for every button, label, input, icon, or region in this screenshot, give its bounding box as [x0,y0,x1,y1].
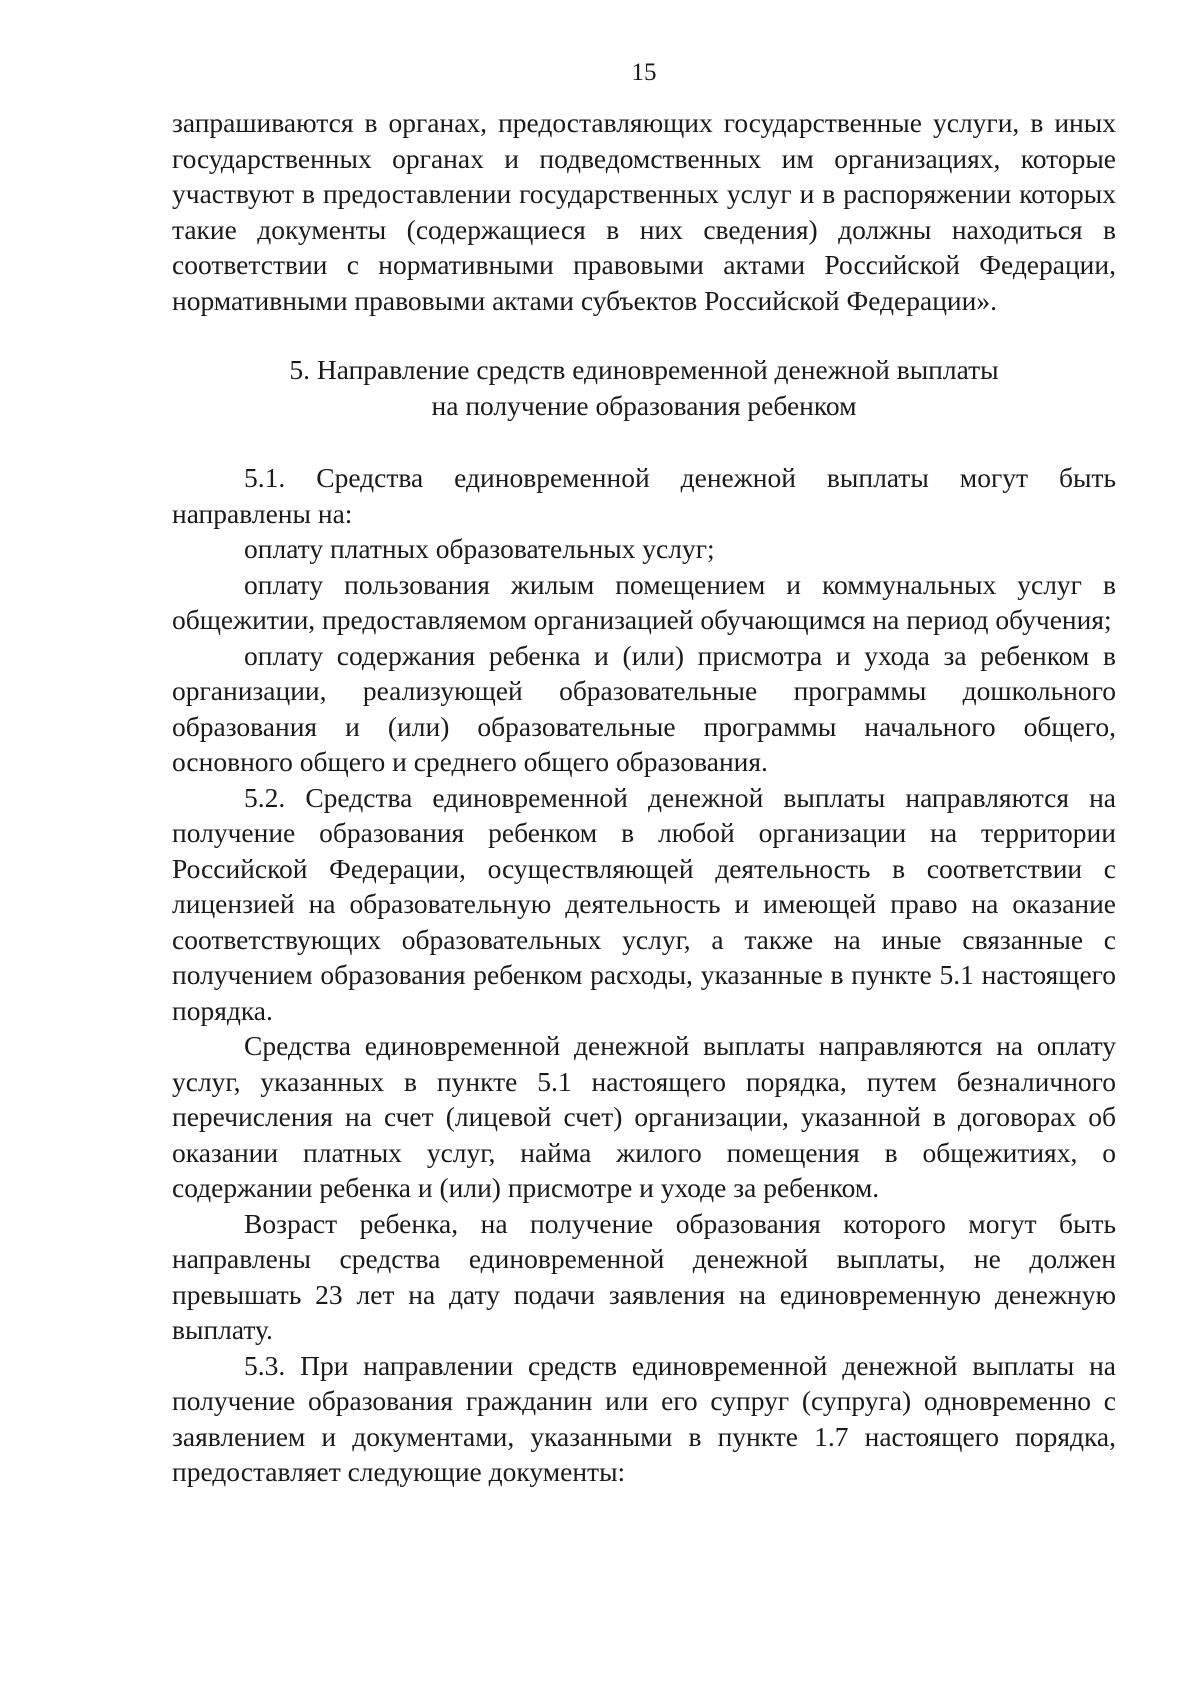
paragraph-5-2: 5.2. Средства единовременной денежной выплаты направляются на получение образования ребенком в любой организации на территории Российской Федерации, осуществляющей деятельность в соответствии с лицензией на образовательную деятельность и имеющей право на оказание соответствующих образовательных услуг, а также на иные связанные с получением образования ребенком расходы, указанные в пункте 5.1 настоящего порядка. [172,781,1116,1026]
paragraph-5-3: 5.3. При направлении средств единовременной денежной выплаты на получение образования гражданин или его супруг (супруга) одновременно с заявлением и документами, указанными в пункте 1.7 настоящего порядка, предоставляет следующие документы: [172,1349,1116,1487]
section-title-line-2: на получение образования ребенком [431,389,857,421]
section-title-line-1: 5. Направление средств единовременной денежной выплаты [289,354,999,385]
document-page [172,58,1116,1490]
page-number: 15 [631,59,657,86]
paragraph-age-limit: Возраст ребенка, на получение образования которого могут быть направлены средства единовременной денежной выплаты, не должен превышать 23 лет на дату подачи заявления на единовременную денежную выплату. [172,1207,1116,1345]
paragraph-continuation: запрашиваются в органах, предоставляющих государственные услуги, в иных государственных органах и подведомственных им организациях, которые участвуют в предоставлении государственных услуг и в распоряжении которых такие документы (содержащиеся в них сведения) должны находиться в соответствии с нормативными правовыми актами Российской Федерации, нормативными правовыми актами субъектов Российской Федерации». [172,107,1116,316]
paragraph-5-1: 5.1. Средства единовременной денежной выплаты могут быть направлены на: [172,462,1116,529]
list-item-paid-services: оплату платных образовательных услуг; [244,533,715,564]
section-heading [172,352,1116,423]
paragraph-transfer: Средства единовременной денежной выплаты направляются на оплату услуг, указанных в пункте 5.1 настоящего порядка, путем безналичного перечисления на счет (лицевой счет) организации, указанной в договорах об оказании платных услуг, найма жилого помещения в общежитиях, о содержании ребенка и (или) присмотре и уходе за ребенком. [172,1030,1116,1203]
list-item-child-care: оплату содержания ребенка и (или) присмотра и ухода за ребенком в организации, реализующей образовательные программы дошкольного образования и (или) образовательные программы начального общего, основного общего и среднего общего образования. [172,639,1116,777]
list-item-dormitory: оплату пользования жилым помещением и коммунальных услуг в общежитии, предоставляемом организацией обучающимся на период обучения; [172,568,1116,635]
